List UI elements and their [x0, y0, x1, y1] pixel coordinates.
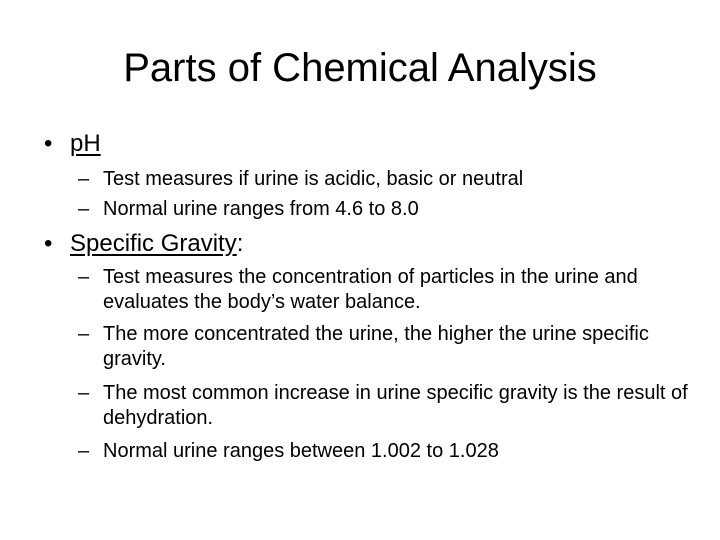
bullet-label-specific-gravity: Specific Gravity [70, 230, 237, 257]
sub-item [78, 197, 698, 222]
sub-item [78, 322, 698, 372]
bullet-label-ph: pH [70, 130, 101, 157]
sub-item [78, 265, 698, 315]
dash-mark: – [78, 198, 90, 220]
sub-item [78, 167, 698, 192]
sub-item-text: Normal urine ranges between 1.002 to 1.028 [103, 440, 499, 462]
sub-item [78, 439, 698, 464]
bullet-ph [44, 129, 101, 159]
sub-item-text: Normal urine ranges from 4.6 to 8.0 [103, 198, 419, 220]
sub-item-text: Test measures the concentration of particles in the urine and evaluates the body’s water balance. [103, 266, 638, 313]
dash-mark: – [78, 382, 90, 404]
bullet-mark: • [44, 230, 53, 257]
dash-mark: – [78, 440, 90, 462]
bullet-suffix: : [236, 230, 244, 257]
sub-item [78, 381, 698, 431]
sub-item-text: Test measures if urine is acidic, basic or neutral [103, 168, 524, 190]
sub-item-text: The more concentrated the urine, the higher the urine specific gravity. [103, 323, 649, 370]
dash-mark: – [78, 323, 90, 345]
sub-item-text: The most common increase in urine specific gravity is the result of dehydration. [103, 382, 688, 429]
slide-title: Parts of Chemical Analysis [123, 46, 597, 90]
bullet-mark: • [44, 130, 53, 157]
dash-mark: – [78, 266, 90, 288]
bullet-specific-gravity [44, 229, 243, 259]
dash-mark: – [78, 168, 90, 190]
